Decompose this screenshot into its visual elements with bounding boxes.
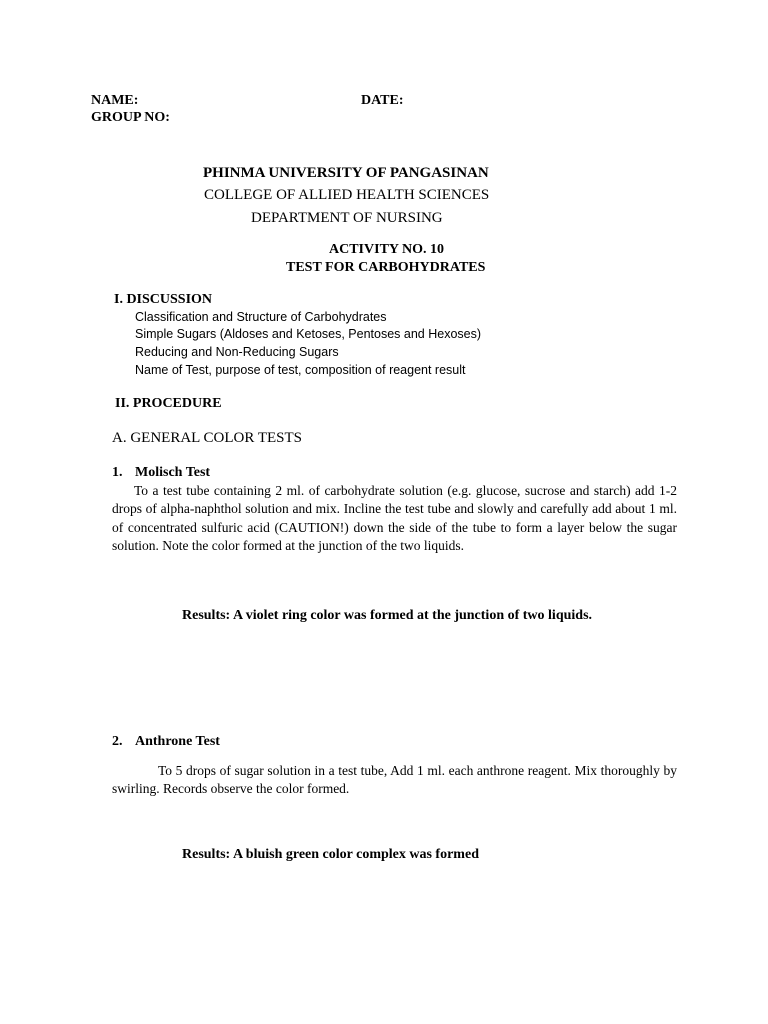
department-name: DEPARTMENT OF NURSING [251,210,443,226]
test-instructions [112,762,677,799]
test-name: Anthrone Test [135,734,220,749]
discussion-item: Name of Test, purpose of test, composition of reagent result [135,363,466,377]
test-number: 2. [112,734,123,749]
test-instructions-text: To a test tube containing 2 ml. of carbohydrate solution (e.g. glucose, sucrose and starch) add 1-2 drops of alpha-naphthol solution and mix. Incline the test tube and slowly and carefully add about 1 ml. of concentrated sulfuric acid (CAUTION!) down the side of the tube to form a layer below the sugar solution. Note the color formed at the junction of the two liquids. [112,483,677,553]
procedure-heading: II. PROCEDURE [115,396,222,411]
test-number: 1. [112,465,123,480]
discussion-item: Simple Sugars (Aldoses and Ketoses, Pentoses and Hexoses) [135,327,482,341]
test-result: Results: A bluish green color complex was formed [182,847,479,862]
test-result: Results: A violet ring color was formed at the junction of two liquids. [182,608,593,623]
discussion-item: Classification and Structure of Carbohydrates [135,310,387,324]
activity-number: ACTIVITY NO. 10 [329,242,444,257]
test-instructions [112,482,677,555]
college-name: COLLEGE OF ALLIED HEALTH SCIENCES [204,187,490,203]
activity-title: TEST FOR CARBOHYDRATES [286,260,486,275]
date-label: DATE: [361,93,404,108]
section-a-heading: A. GENERAL COLOR TESTS [112,430,303,446]
test-instructions-text: To 5 drops of sugar solution in a test tube, Add 1 ml. each anthrone reagent. Mix thoroughly by swirling. Records observe the color formed. [112,763,677,797]
discussion-item: Reducing and Non-Reducing Sugars [135,345,339,359]
university-name: PHINMA UNIVERSITY OF PANGASINAN [203,165,489,181]
discussion-heading: I. DISCUSSION [114,292,213,307]
group-no-label: GROUP NO: [91,110,170,125]
test-name: Molisch Test [135,465,211,480]
name-label: NAME: [91,93,139,108]
